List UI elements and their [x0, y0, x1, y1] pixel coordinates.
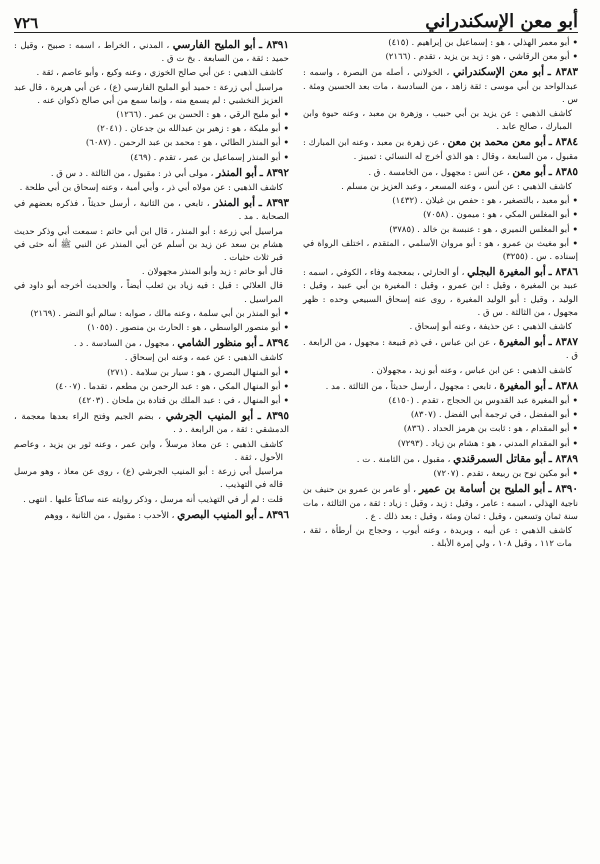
entry-number: ٨٣٩٣ ـ — [258, 197, 290, 210]
narrator-name: أبو معن محمد بن معن — [447, 136, 546, 149]
entry-text: ، الخولاني ، أصله من البصرة ، واسمه : عبدالواحد بن أبي موسى : ثقة زاهد ، من السادسة ، مات بعد الحسين ومئة . س . — [303, 68, 578, 105]
commentary-note: كاشف الذهبي : عن مولاه أبي ذر ، وأبي أمية ، وعنه إسحاق بن أبي طلحة . — [19, 183, 283, 194]
cross-reference-item: • أبو المفضل ، في ترجمة أبي الفضل . (٨٣٠٧) — [303, 409, 578, 422]
commentary-note: قلت : لم أر في التهذيب أنه مرسل ، وذكر روايته عنه ساكتاً عليها . انتهى . — [23, 494, 283, 505]
cross-reference-item: • أبو المنهال ، في : عبد الملك بن قتادة بن ملحان . (٤٢٠٣) — [14, 395, 289, 408]
cross-reference-item: • أبو المقدام المدني ، هو : هشام بن زياد . (٧٢٩٣) — [303, 438, 578, 451]
commentary-note: مراسيل أبي زرعة : أبو المنذر ، قال ابن أبي حاتم : سمعت أبي وذكر حديث هشام بن سعد عن زيد بن أسلم عن أبي المنذر عن النبي ﷺ أنه حثى في قبر ثلاث حثيات . — [14, 226, 283, 264]
narrator-name: أبو المنذر — [213, 197, 256, 210]
narrator-name: أبو المغيرة البجلي — [467, 266, 546, 279]
entry-heading — [14, 167, 289, 181]
cross-reference-item: • أبو المغلس المكي ، هو : ميمون . (٧٠٥٨) — [303, 209, 578, 222]
commentary-note: كاشف الذهبي : عن ابن عباس ، وعنه أبو زيد ، مجهولان . — [371, 365, 572, 376]
entry-heading — [303, 336, 578, 363]
commentary-note: كاشف الذهبي : عن عمه ، وعنه ابن إسحاق . — [124, 353, 283, 364]
entry-text: ، تابعي ، من الثانية ، أرسل حديثاً ، فذكره بعضهم في الصحابة . مد . — [14, 199, 289, 223]
cross-reference-item: • أبو المنهال البصري ، هو : سيار بن سلامة . (٢٧١) — [14, 367, 289, 380]
running-title: أبو معن الإسكندراني — [425, 11, 578, 32]
entry-text: ، أو عامر بن عمرو بن حنيف بن ناجية الهذلي ، اسمه : عامر ، وقيل : زيد ، وقيل : زياد : ثقة ، من الثالثة ، مات سنة ثمان وتسعين ، وقيل : ثمان ومئة ، وقيل : بعد ذلك . ع . — [303, 485, 578, 522]
entry-number: ٨٣٨٤ ـ — [548, 136, 579, 149]
narrator-name: أبو المليح الفارسي — [172, 39, 256, 51]
narrator-name: أبو المليح بن أسامة بن عمير — [419, 483, 546, 496]
entry-number: ٨٣٨٦ ـ — [548, 266, 578, 279]
cross-reference-item: • أبو معمر الهذلي ، هو : إسماعيل بن إبراهيم . (٤١٥) — [303, 37, 578, 50]
entry-number: ٨٣٨٥ ـ — [548, 165, 578, 178]
narrator-name: أبو المنذر — [216, 166, 257, 179]
narrator-name: أبو معن — [512, 165, 546, 178]
cross-reference-item: • أبو المقدام ، هو : ثابت بن هرمز الحداد . (٨٣٦) — [303, 423, 578, 436]
right-column — [303, 37, 578, 552]
cross-reference-item: • أبو مغيث بن عمرو ، هو : أبو مروان الأسلمي ، المتقدم ، اختلف الرواة في إسناده . س . (٣٢٥٥) — [303, 238, 578, 264]
entry-number: ٨٣٨٣ ـ — [547, 66, 579, 79]
entry-number: ٨٣٩١ ـ — [259, 39, 290, 51]
commentary-note: قال أبو حاتم : زيد وأبو المنذر مجهولان . — [141, 267, 283, 278]
narrator-name: أبو منظور الشامي — [177, 337, 257, 350]
commentary-note: كاشف الذهبي : عن يزيد بن أبي حبيب ، وزهرة بن معبد ، وعنه حيوة وابن المبارك ، صالح عابد . — [303, 109, 572, 133]
entry-number: ٨٣٨٩ ـ — [548, 452, 578, 465]
entry-heading — [303, 453, 578, 467]
entry-heading — [303, 66, 578, 107]
entry-text: ، عن أنس : مجهول ، من الخامسة . ق . — [368, 167, 510, 178]
entry-text: ، عن ابن عباس ، في ذم قبيعة : مجهول ، من الرابعة . ق . — [303, 338, 578, 362]
cross-reference-item: • أبو المغيرة عبد القدوس بن الحجاج ، تقدم . (٤١٥٠) — [303, 395, 578, 408]
cross-reference-item: • أبو المنذر بن أبي سلمة ، وعنه مالك ، صوابه : سالم أبو النضر . (٢١٦٩) — [14, 308, 289, 321]
entry-text: ، مولى أبي ذر : مقبول ، من الثالثة . د س ق . — [50, 168, 214, 179]
commentary-note: مراسيل أبي زرعة : أبو المنيب الجرشي (ع) ، روى عن معاذ ، وهو مرسل قاله في التهذيب . — [14, 467, 283, 491]
commentary-note: كاشف الذهبي : عن حذيفة ، وعنه أبو إسحاق . — [409, 322, 572, 333]
cross-reference-item: • أبو مليكة ، هو : زهير بن عبدالله بن جدعان . (٢٠٤١) — [14, 123, 289, 136]
cross-reference-item: • أبو معن الرقاشي ، هو : زيد بن يزيد ، تقدم . (٢١٦٦) — [303, 51, 578, 64]
narrator-name: أبو المنيب البصري — [177, 508, 257, 521]
commentary-note: كاشف الذهبي : عن أبيه ، وبريدة ، وعنه أيوب ، وحجاج بن أرطأة ، ثقة ، مات ١١٢ ، وقيل ١٠٨ ، ولي إمرة الأبلة . — [303, 525, 572, 550]
entry-number: ٨٣٩٠ ـ — [548, 483, 579, 496]
two-column-body — [14, 37, 578, 552]
narrator-name: أبو المنيب الجرشي — [165, 410, 254, 423]
entry-heading — [14, 197, 289, 224]
narrator-name: أبو معن الإسكندراني — [452, 66, 545, 79]
entry-number: ٨٣٩٥ ـ — [257, 410, 289, 423]
cross-reference-item: • أبو معبد ، بالتصغير ، هو : حفص بن غيلان . (١٤٣٢) — [303, 195, 578, 208]
entry-text: ، مجهول ، من السادسة . د . — [73, 339, 175, 350]
entry-heading — [14, 39, 289, 66]
running-header — [14, 6, 578, 33]
entry-number: ٨٣٨٧ ـ — [548, 336, 579, 349]
commentary-note: كاشف الذهبي : عن أنس ، وعنه المسعر ، وعبد العزيز بن مسلم . — [341, 182, 572, 193]
entry-text: ، تابعي : مجهول ، أرسل حديثاً ، من الثالثة . مد . — [325, 381, 497, 392]
narrator-name: أبو مقاتل السمرقندي — [453, 452, 546, 465]
entry-number: ٨٣٩٤ ـ — [259, 337, 289, 350]
entry-text: ، الأحدب : مقبول ، من الثانية ، ووهم — [44, 510, 175, 521]
entry-text: ، أو الحارثي ، بمعجمة وفاء ، الكوفي ، اسمه : عبيد بن المغيرة ، وقيل : ابن عمرو ، وقيل : المغيرة بن أبي عبيد ، وقيل : الوليد ، وقيل : أبو الوليد المغيرة ، روى عنه إسحاق السبيعي وحده : ظهر مجهول ، من الثالثة . س ق . — [303, 268, 578, 318]
cross-reference-item: • أبو المنذر الطائي ، هو : محمد بن عبد الرحمن . (٦٠٨٧) — [14, 137, 289, 150]
cross-reference-item: • أبو مليح الرقي ، هو : الحسن بن عمر . (١٢٦٦) — [14, 109, 289, 122]
entry-text: ، بضم الجيم وفتح الراء بعدها معجمة ، الدمشقي : ثقة ، من الرابعة . د . — [14, 412, 289, 436]
commentary-note: مراسيل أبي زرعة : حميد أبو المليح الفارسي (ع) ، عن أبي هريرة ، قال عبد العزيز النخشبي : لم يسمع منه ، وإنما سمع من أبي صالح ذكوان عنه . — [14, 82, 283, 106]
cross-reference-item: • أبو المنذر إسماعيل بن عمر ، تقدم . (٤٦٩) — [14, 152, 289, 165]
left-column — [14, 37, 289, 552]
entry-number: ٨٣٩٢ ـ — [259, 166, 289, 179]
entry-heading — [14, 337, 289, 351]
entry-text: ، مقبول ، من الثامنة . ت . — [356, 454, 451, 465]
cross-reference-item: • أبو المغلس النميري ، هو : عنبسة بن خالد . (٣٧٨٥) — [303, 224, 578, 237]
entry-number: ٨٣٩٦ ـ — [259, 508, 289, 521]
entry-text: ، المدني ، الخراط ، اسمه : صبيح ، وقيل : حميد : ثقة ، من السابعة . بخ ت ق . — [14, 41, 289, 65]
page-number: ٧٢٦ — [14, 14, 39, 32]
commentary-note: قال العلائي : قيل : فيه زياد بن ثعلب أيضاً ، والحديث أخرجه أبو داود في المراسيل . — [14, 281, 283, 305]
entry-heading — [303, 483, 578, 524]
entry-text: ، عن زهرة بن معبد ، وعنه ابن المبارك : مقبول ، من السابعة ، وقال : هو الذي أخرج له النسائي : تمييز . — [303, 138, 578, 162]
narrator-name: أبو المغيرة — [499, 379, 546, 392]
entry-heading — [303, 136, 578, 163]
commentary-note: كاشف الذهبي : عن أبي صالح الخوزي ، وعنه وكيع ، وأبو عاصم ، ثقة . — [36, 68, 283, 79]
cross-reference-item: • أبو منصور الواسطي ، هو : الحارث بن منصور . (١٠٥٥) — [14, 322, 289, 335]
narrator-name: أبو المغيرة — [498, 336, 546, 349]
cross-reference-item: • أبو مكين نوح بن ربيعة ، تقدم . (٧٢٠٧) — [303, 468, 578, 481]
entry-heading — [303, 380, 578, 394]
entry-heading — [303, 266, 578, 320]
entry-heading — [303, 166, 578, 180]
entry-heading — [14, 509, 289, 523]
cross-reference-item: • أبو المنهال المكي ، هو : عبد الرحمن بن مطعم ، تقدما . (٤٠٠٧) — [14, 381, 289, 394]
entry-number: ٨٣٨٨ ـ — [548, 379, 578, 392]
entry-heading — [14, 410, 289, 437]
commentary-note: كاشف الذهبي : عن معاذ مرسلاً ، وابن عمر ، وعنه ثور بن يزيد ، وعاصم الأحول ، ثقة . — [14, 439, 283, 463]
